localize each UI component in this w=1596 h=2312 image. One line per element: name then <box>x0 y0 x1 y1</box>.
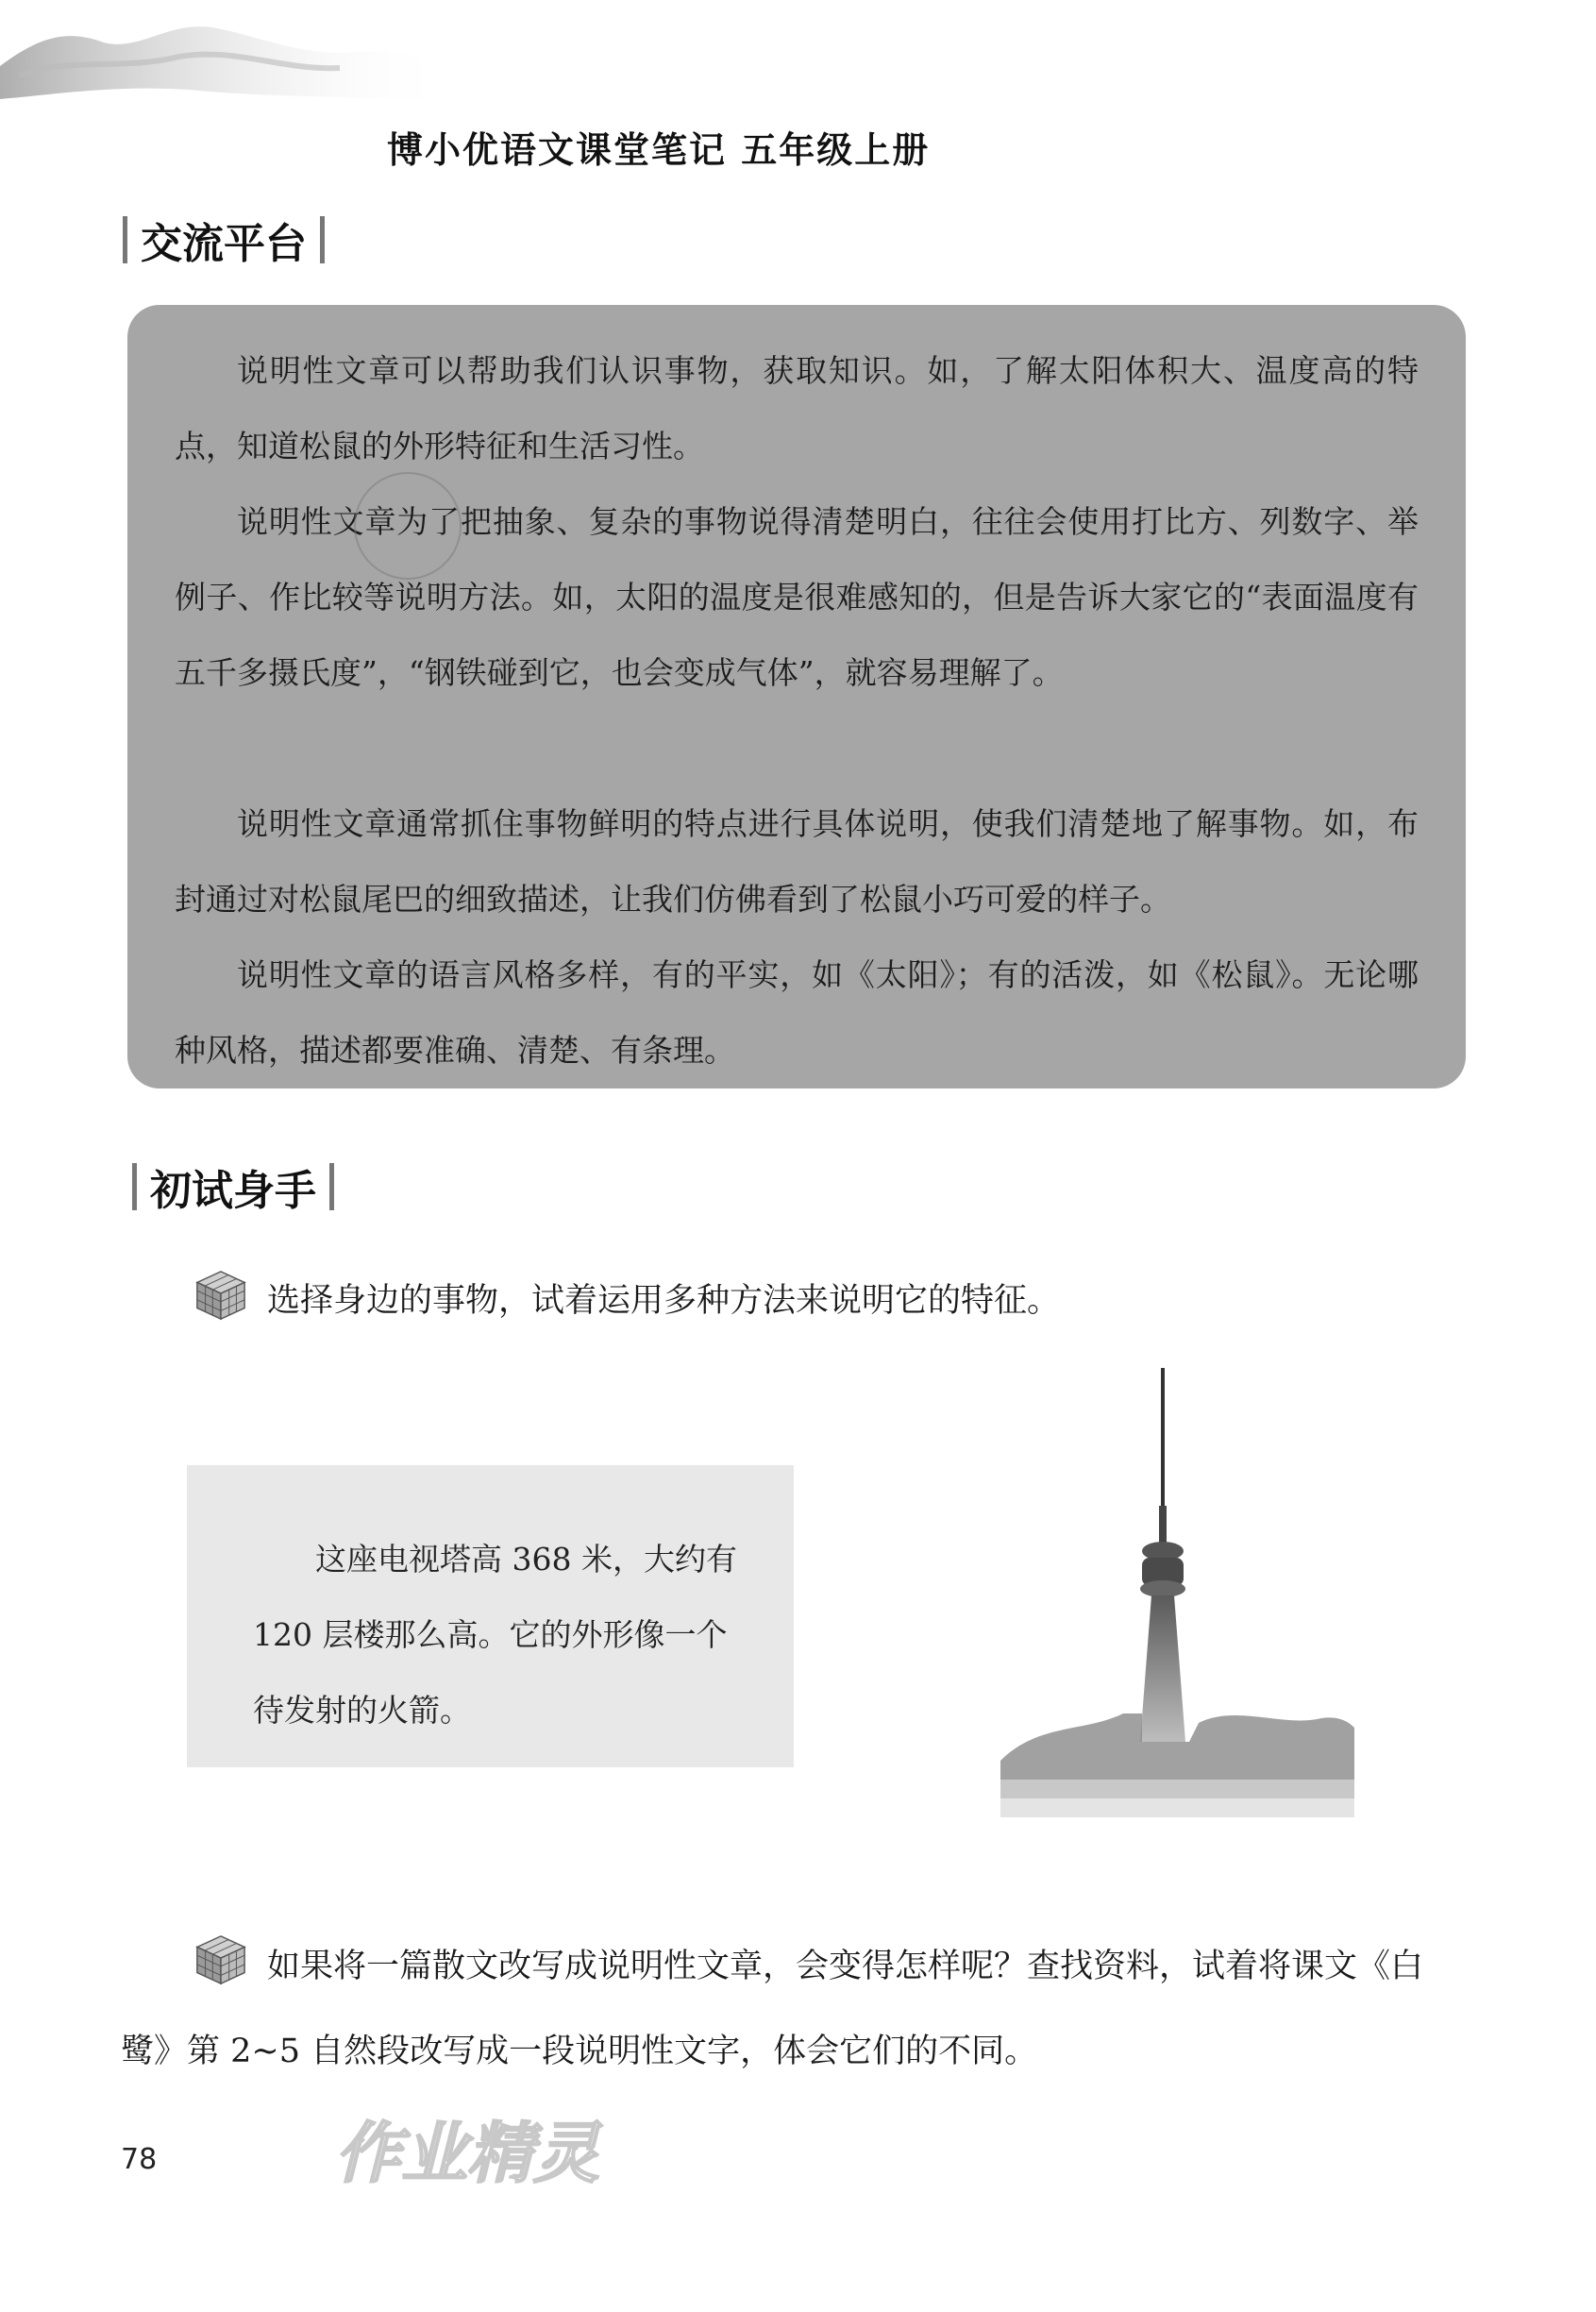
example-card <box>187 1465 794 1767</box>
section-title-text: 交流平台 <box>141 220 307 268</box>
exchange-box <box>127 305 1466 1088</box>
exchange-paragraph-1: 说明性文章可以帮助我们认识事物，获取知识。如，了解太阳体积大、温度高的特点，知道松鼠的外形特征和生活习性。 <box>175 352 1419 464</box>
title-bar-right <box>329 1163 334 1210</box>
section-title-exchange <box>123 210 325 270</box>
mountain-decoration <box>0 0 453 123</box>
cube-icon <box>193 1268 248 1323</box>
title-bar-right <box>320 216 325 263</box>
book-header-title: 博小优语文课堂笔记 五年级上册 <box>387 129 931 171</box>
page-number: 78 <box>121 2143 158 2176</box>
tv-tower-image <box>1000 1364 1354 1817</box>
section-title-text: 初试身手 <box>150 1167 316 1215</box>
cube-icon <box>193 1932 248 1987</box>
example-card-text: 这座电视塔高 368 米，大约有 120 层楼那么高。它的外形像一个待发射的火箭。 <box>253 1541 737 1729</box>
watermark-text: 作业精灵 <box>335 2115 599 2192</box>
watermark-stamp <box>354 472 462 580</box>
task-2-line-1: 如果将一篇散文改写成说明性文章，会变得怎样呢？查找资料，试着将课文《白 <box>267 1948 1424 1985</box>
task-1-text: 选择身边的事物，试着运用多种方法来说明它的特征。 <box>267 1282 1061 1320</box>
section-title-trial <box>132 1156 334 1217</box>
exchange-paragraph-3: 说明性文章通常抓住事物鲜明的特点进行具体说明，使我们清楚地了解事物。如，布封通过对松鼠尾巴的细致描述，让我们仿佛看到了松鼠小巧可爱的样子。 <box>175 805 1419 918</box>
exchange-paragraph-4: 说明性文章的语言风格多样，有的平实，如《太阳》；有的活泼，如《松鼠》。无论哪种风格，描述都要准确、清楚、有条理。 <box>175 956 1419 1069</box>
task-2-line-2: 鹭》第 2~5 自然段改写成一段说明性文字，体会它们的不同。 <box>121 2033 1038 2070</box>
exchange-paragraph-2: 说明性文章为了把抽象、复杂的事物说得清楚明白，往往会使用打比方、列数字、举例子、作比较等说明方法。如，太阳的温度是很难感知的，但是告诉大家它的“表面温度有五千多摄氏度”，“钢铁碰到它，也会变成气体”，就容易理解了。 <box>175 503 1419 691</box>
